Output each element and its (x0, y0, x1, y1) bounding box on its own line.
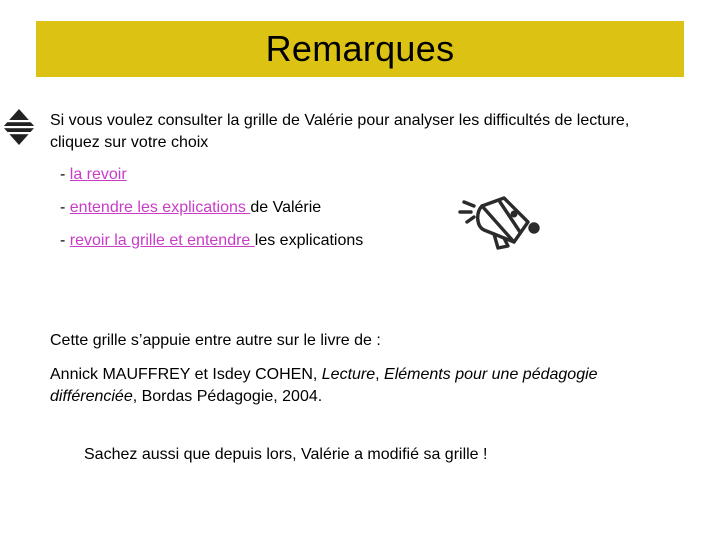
option-prefix: - (60, 232, 70, 249)
option-2 (60, 197, 321, 219)
link-revoir-grille-entendre[interactable]: revoir la grille et entendre (69, 232, 255, 249)
option-suffix: de Valérie (250, 199, 322, 216)
title-bar (36, 21, 684, 77)
option-3 (60, 230, 363, 252)
option-suffix: les explications (254, 232, 364, 249)
citation-title-2: Eléments pour une pédagogie différenciée (50, 366, 598, 405)
link-entendre-explications[interactable]: entendre les explications (69, 199, 251, 216)
citation-title-1: Lecture (321, 366, 376, 383)
link-la-revoir[interactable]: la revoir (69, 166, 127, 183)
option-1 (60, 164, 127, 186)
option-prefix: - (60, 199, 70, 216)
note-text: Sachez aussi que depuis lors, Valérie a modifié sa grille ! (84, 446, 488, 463)
diamond-bullet-icon (2, 108, 36, 146)
source-intro: Cette grille s’appuie entre autre sur le livre de : (50, 332, 381, 349)
megaphone-icon[interactable] (458, 192, 542, 250)
intro-text: Si vous voulez consulter la grille de Valérie pour analyser les difficultés de lecture, cliquez sur votre choix (50, 112, 630, 151)
citation: Annick MAUFFREY et Isdey COHEN, Lecture, Eléments pour une pédagogie différenciée, Bordas Pédagogie, 2004. (50, 366, 598, 405)
slide-title: Remarques (265, 28, 455, 69)
option-prefix: - (60, 166, 70, 183)
